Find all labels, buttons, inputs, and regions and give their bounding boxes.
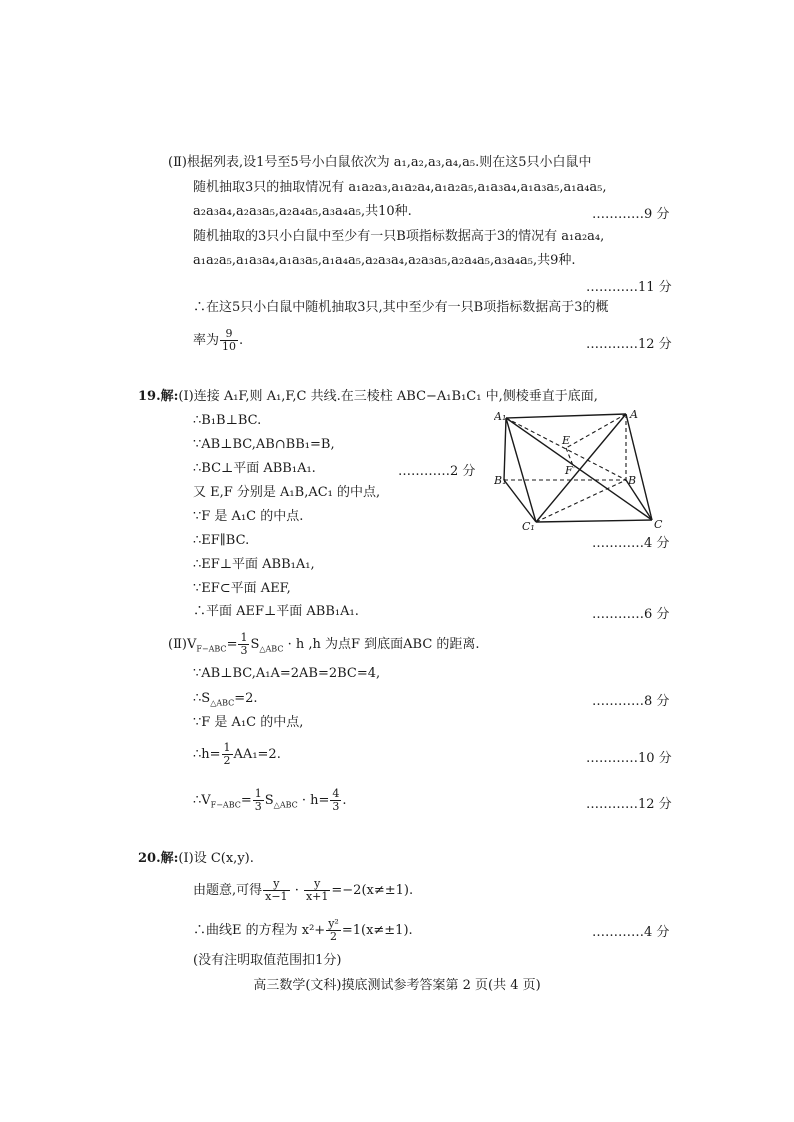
- edge-A1A: [506, 414, 626, 418]
- score-9: …………9 分: [592, 207, 670, 222]
- label-A: A: [630, 408, 638, 421]
- edge-B1C1: [504, 480, 536, 522]
- fraction-y-x-1: $\frac{y}{x-1}$: [265, 877, 288, 903]
- p2-line5: a₁a₂a₅,a₁a₃a₄,a₁a₃a₅,a₁a₄a₅,a₂a₃a₄,a₂a₃a₅,a₂a₄a₅,a₃a₄a₅,共9种.: [193, 253, 576, 268]
- label-C1: C₁: [522, 520, 535, 532]
- prism-figure: [494, 408, 674, 532]
- fraction-y2-2: $\frac{\text{y²}}{2}$: [328, 917, 339, 943]
- seg-AE-hidden: [566, 414, 626, 448]
- label-E: E: [562, 434, 571, 447]
- q19-line1: 19.解:(Ⅰ)连接 A₁F,则 A₁,F,C 共线.在三棱柱 ABC−A₁B₁C₁ 中,侧棱垂直于底面,: [138, 389, 598, 404]
- q19-line2: ∴B₁B⊥BC.: [193, 413, 262, 428]
- p2-line3: a₂a₃a₄,a₂a₃a₅,a₂a₄a₅,a₃a₄a₅,共10种.: [193, 204, 412, 219]
- q19-p2-line3: $\therefore S_{\triangle ABC}=2$.: [193, 691, 258, 708]
- edge-A1C1: [506, 418, 536, 522]
- q20-line1: 20.解:(Ⅰ)设 C(x,y).: [138, 851, 254, 866]
- q19-p2-line6: $\therefore V_{F-ABC}=$ $\frac{1}{3}$ $S_{\triangle ABC} \cdot h=$ $\frac{4}{3}$ .: [193, 787, 347, 813]
- label-A1: A₁: [494, 410, 507, 423]
- label-F: F: [565, 464, 573, 477]
- label-B1: B₁: [494, 474, 507, 487]
- fraction-y-x+1: $\frac{y}{x+1}$: [305, 877, 329, 903]
- score-6: …………6 分: [592, 607, 670, 622]
- q19-line10: ∴平面 AEF⊥平面 ABB₁A₁.: [193, 604, 359, 619]
- edge-C1C: [536, 520, 652, 522]
- q19-p2-line1: $(Ⅱ)V_{F-ABC}=$ $\frac{1}{3}$ $S_{\triangle ABC} \cdot h$ ,h 为点F 到底面ABC 的距离.: [168, 631, 480, 657]
- p2-line6: ∴在这5只小白鼠中随机抽取3只,其中至少有一只B项指标数据高于3的概: [193, 300, 609, 315]
- q19-line9: ∵EF⊂平面 AEF,: [193, 581, 291, 596]
- q20-line4: (没有注明取值范围扣1分): [193, 953, 342, 968]
- score-4b: …………4 分: [592, 925, 670, 940]
- label-B: B: [628, 474, 637, 487]
- p2-line2: 随机抽取3只的抽取情况有 a₁a₂a₃,a₁a₂a₄,a₁a₂a₅,a₁a₃a₄,a₁a₃a₅,a₁a₄a₅,: [193, 180, 607, 195]
- q19-line8: ∴EF⊥平面 ABB₁A₁,: [193, 557, 315, 572]
- q19-p2-line5: ∴h= $\frac{1}{2}$ AA₁=2.: [193, 741, 281, 767]
- diag-AC1: [536, 414, 626, 522]
- score-8: …………8 分: [592, 694, 670, 709]
- p2-line4: 随机抽取的3只小白鼠中至少有一只B项指标数据高于3的情况有 a₁a₂a₄,: [193, 229, 605, 244]
- score-12b: …………12 分: [586, 797, 672, 812]
- q19-line5: 又 E,F 分别是 A₁B,AC₁ 的中点,: [193, 485, 381, 500]
- q19-line7: ∴EF∥BC.: [193, 533, 250, 548]
- q19-p2-line2: ∵AB⊥BC,A₁A=2AB=2BC=4,: [193, 666, 381, 681]
- fraction-1-2: $\frac{1}{2}$: [223, 741, 231, 767]
- diag-C1B-hidden: [536, 480, 626, 522]
- q19-line3: ∵AB⊥BC,AB∩BB₁=B,: [193, 437, 335, 452]
- page-footer: 高三数学(文科)摸底测试参考答案第 2 页(共 4 页): [253, 978, 541, 993]
- fraction-1-3: $\frac{1}{3}$: [240, 631, 248, 657]
- q20-line2: 由题意,可得 $\frac{y}{x-1}$ · $\frac{y}{x+1}$ =−2(x≠±1).: [193, 877, 414, 903]
- q19-line4: ∴BC⊥平面 ABB₁A₁.: [193, 461, 316, 476]
- fraction-9-10: $\frac{9}{10}$: [222, 327, 237, 353]
- q19-p2-line4: ∵F 是 A₁C 的中点,: [193, 715, 304, 730]
- p2-line7: 率为 $\frac{9}{10}$ .: [193, 327, 244, 353]
- score-11: …………11 分: [586, 280, 672, 295]
- p2-line1: (Ⅱ)根据列表,设1号至5号小白鼠依次为 a₁,a₂,a₃,a₄,a₅.则在这5只小白鼠中: [168, 155, 592, 170]
- score-12a: …………12 分: [586, 337, 672, 352]
- score-4: …………4 分: [592, 536, 670, 551]
- fraction-1-3b: $\frac{1}{3}$: [254, 787, 262, 813]
- score-10: …………10 分: [586, 751, 672, 766]
- q20-line3: ∴曲线E 的方程为 x²+ $\frac{\text{y²}}{2}$ =1(x≠±1).: [193, 917, 413, 943]
- score-2: …………2 分: [398, 464, 476, 479]
- q19-line6: ∵F 是 A₁C 的中点.: [193, 509, 304, 524]
- fraction-4-3: $\frac{4}{3}$: [332, 787, 340, 813]
- label-C: C: [654, 518, 663, 531]
- edge-A1B1: [504, 418, 506, 480]
